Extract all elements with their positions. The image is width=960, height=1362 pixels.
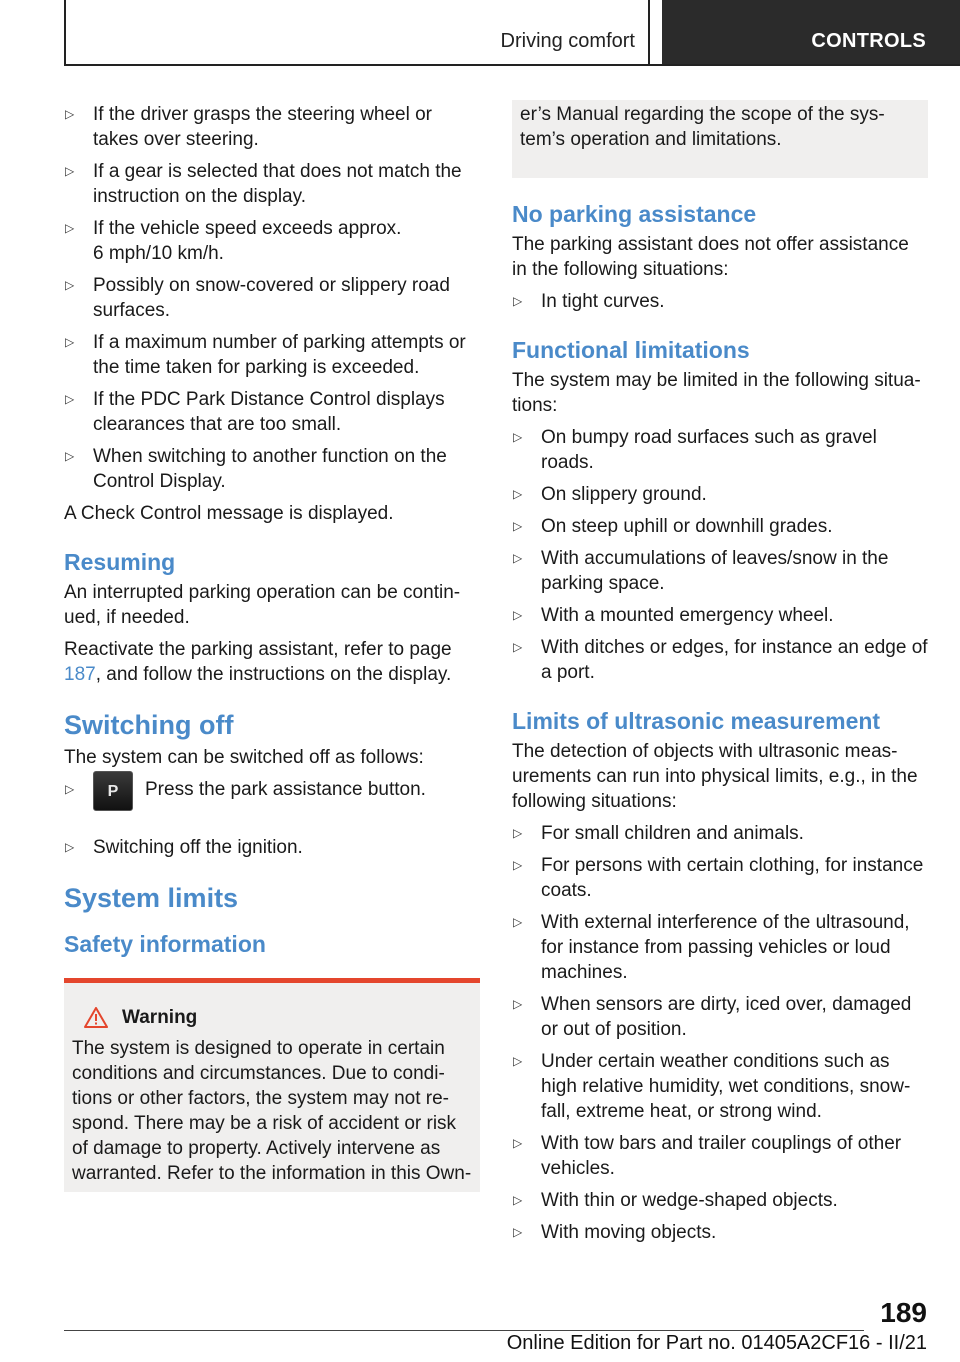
functional-limitations-text: The system may be limited in the following situations:: [512, 370, 921, 416]
bullet-triangle-icon: ▷: [65, 840, 75, 854]
check-control-text: A Check Control message is displayed.: [64, 503, 394, 524]
list-item: ▷ With external interference of the ultrasound, for instance from passing vehicles or loud machines.: [513, 912, 910, 983]
bullet-triangle-icon: ▷: [513, 430, 523, 444]
bullet-triangle-icon: ▷: [513, 997, 523, 1011]
ultrasonic-limits-list: [512, 821, 928, 1245]
footer-edition: Online Edition for Part no. 01405A2CF16 - II/21: [506, 1332, 927, 1354]
header-divider-right: [648, 0, 650, 66]
reactivate-text: Reactivate the parking assistant, refer to page 187, and follow the instructions on the display.: [64, 639, 452, 685]
bullet-triangle-icon: ▷: [65, 107, 75, 121]
list-item: ▷ With thin or wedge-shaped objects.: [513, 1190, 838, 1211]
bullet-triangle-icon: ▷: [513, 551, 523, 565]
chapter-label: CONTROLS: [811, 30, 926, 52]
list-item: ▷ If a maximum number of parking attempts or the time taken for parking is exceeded.: [65, 332, 466, 378]
bullet-triangle-icon: ▷: [513, 1225, 523, 1239]
list-item: ▷ If a gear is selected that does not match the instruction on the display.: [65, 161, 462, 207]
list-item: ▷ When sensors are dirty, iced over, damaged or out of position.: [513, 994, 912, 1040]
bullet-triangle-icon: ▷: [513, 487, 523, 501]
list-item: ▷ If the driver grasps the steering wheel or takes over steering.: [65, 104, 433, 150]
bullet-triangle-icon: ▷: [513, 608, 523, 622]
bullet-triangle-icon: ▷: [513, 640, 523, 654]
warning-text: The system is designed to operate in certain conditions and circumstances. Due to conditions or other factors, the system may not respond. There may be a risk of accident or risk of damage to property. Actively intervene as warranted. Refer to the information in this Own-: [72, 1038, 472, 1184]
no-parking-list: [512, 289, 928, 314]
switching-off-text: The system can be switched off as follows:: [64, 747, 424, 768]
stop-conditions-list: [64, 102, 480, 494]
resuming-text: An interrupted parking operation can be continued, if needed.: [64, 582, 461, 628]
switching-off-list: [64, 835, 480, 860]
no-parking-heading: No parking assistance: [512, 201, 757, 227]
safety-information-heading: Safety information: [64, 931, 266, 957]
page-number: 189: [880, 1297, 927, 1328]
list-item: ▷ With ditches or edges, for instance an edge of a port.: [513, 637, 928, 683]
functional-limitations-heading: Functional limitations: [512, 337, 750, 363]
warning-text-continued: er’s Manual regarding the scope of the system’s operation and limitations.: [520, 104, 885, 150]
list-item: ▷ Under certain weather conditions such as high relative humidity, wet conditions, snowfall, extreme heat, or strong wind.: [513, 1051, 911, 1122]
bullet-triangle-icon: ▷: [513, 1193, 523, 1207]
bullet-triangle-icon: ▷: [513, 858, 523, 872]
list-item: ▷ When switching to another function on the Control Display.: [65, 446, 447, 492]
bullet-triangle-icon: ▷: [65, 392, 75, 406]
warning-box: [64, 978, 480, 1192]
system-limits-heading: System limits: [64, 883, 239, 913]
functional-limitations-list: [512, 425, 928, 685]
warning-title: Warning: [72, 1005, 472, 1030]
left-column: [64, 102, 480, 1192]
section-title: Driving comfort: [500, 30, 635, 52]
bullet-triangle-icon: ▷: [65, 164, 75, 178]
bullet-triangle-icon: ▷: [513, 1054, 523, 1068]
bullet-triangle-icon: ▷: [513, 915, 523, 929]
header-rule: [64, 64, 960, 66]
switching-off-heading: Switching off: [64, 710, 234, 740]
list-item: ▷ With tow bars and trailer couplings of other vehicles.: [513, 1133, 902, 1179]
warning-box-continued: [512, 100, 928, 178]
resuming-heading: Resuming: [64, 549, 176, 575]
list-item: ▷ With moving objects.: [513, 1222, 717, 1243]
bullet-triangle-icon: ▷: [65, 335, 75, 349]
list-item: ▷ Possibly on snow-covered or slippery road surfaces.: [65, 275, 450, 321]
speed-value: 6 mph/10 km/h.: [93, 243, 224, 264]
warning-triangle-icon: [84, 1007, 108, 1028]
bullet-triangle-icon: ▷: [513, 826, 523, 840]
list-item: ▷ With a mounted emergency wheel.: [513, 605, 834, 626]
list-item: ▷ On bumpy road surfaces such as gravel roads.: [513, 427, 877, 473]
bullet-triangle-icon: ▷: [65, 278, 75, 292]
right-column: [512, 102, 928, 1252]
list-item: ▷ With accumulations of leaves/snow in the parking space.: [513, 548, 889, 594]
list-item: ▷ P Press the park assistance button.: [64, 777, 480, 821]
bullet-triangle-icon: ▷: [65, 221, 75, 235]
list-item: ▷ On steep uphill or downhill grades.: [513, 516, 833, 537]
ultrasonic-limits-heading: Limits of ultrasonic measurement: [512, 708, 881, 734]
page-reference-link[interactable]: 187: [64, 664, 96, 685]
list-item: ▷ Switching off the ignition.: [65, 837, 303, 858]
bullet-triangle-icon: ▷: [513, 519, 523, 533]
bullet-triangle-icon: ▷: [65, 449, 75, 463]
list-item: ▷ On slippery ground.: [513, 484, 707, 505]
list-item: ▷ In tight curves.: [513, 291, 665, 312]
park-assist-button-icon: P: [93, 771, 133, 811]
list-item: ▷ If the vehicle speed exceeds approx. 6 mph/10 km/h.: [65, 218, 402, 264]
no-parking-text: The parking assistant does not offer assistance in the following situations:: [512, 234, 909, 280]
bullet-triangle-icon: ▷: [513, 294, 523, 308]
chapter-tab: [662, 0, 960, 64]
bullet-triangle-icon: ▷: [513, 1136, 523, 1150]
header-divider-left: [64, 0, 66, 66]
footer-rule: [64, 1330, 864, 1331]
list-item: ▷ For small children and animals.: [513, 823, 804, 844]
list-item: ▷ If the PDC Park Distance Control displays clearances that are too small.: [65, 389, 445, 435]
bullet-triangle-icon: ▷: [65, 782, 75, 796]
ultrasonic-limits-text: The detection of objects with ultrasonic measurements can run into physical limits, e.g., in the following situations:: [512, 741, 918, 812]
list-item: ▷ For persons with certain clothing, for instance coats.: [513, 855, 924, 901]
